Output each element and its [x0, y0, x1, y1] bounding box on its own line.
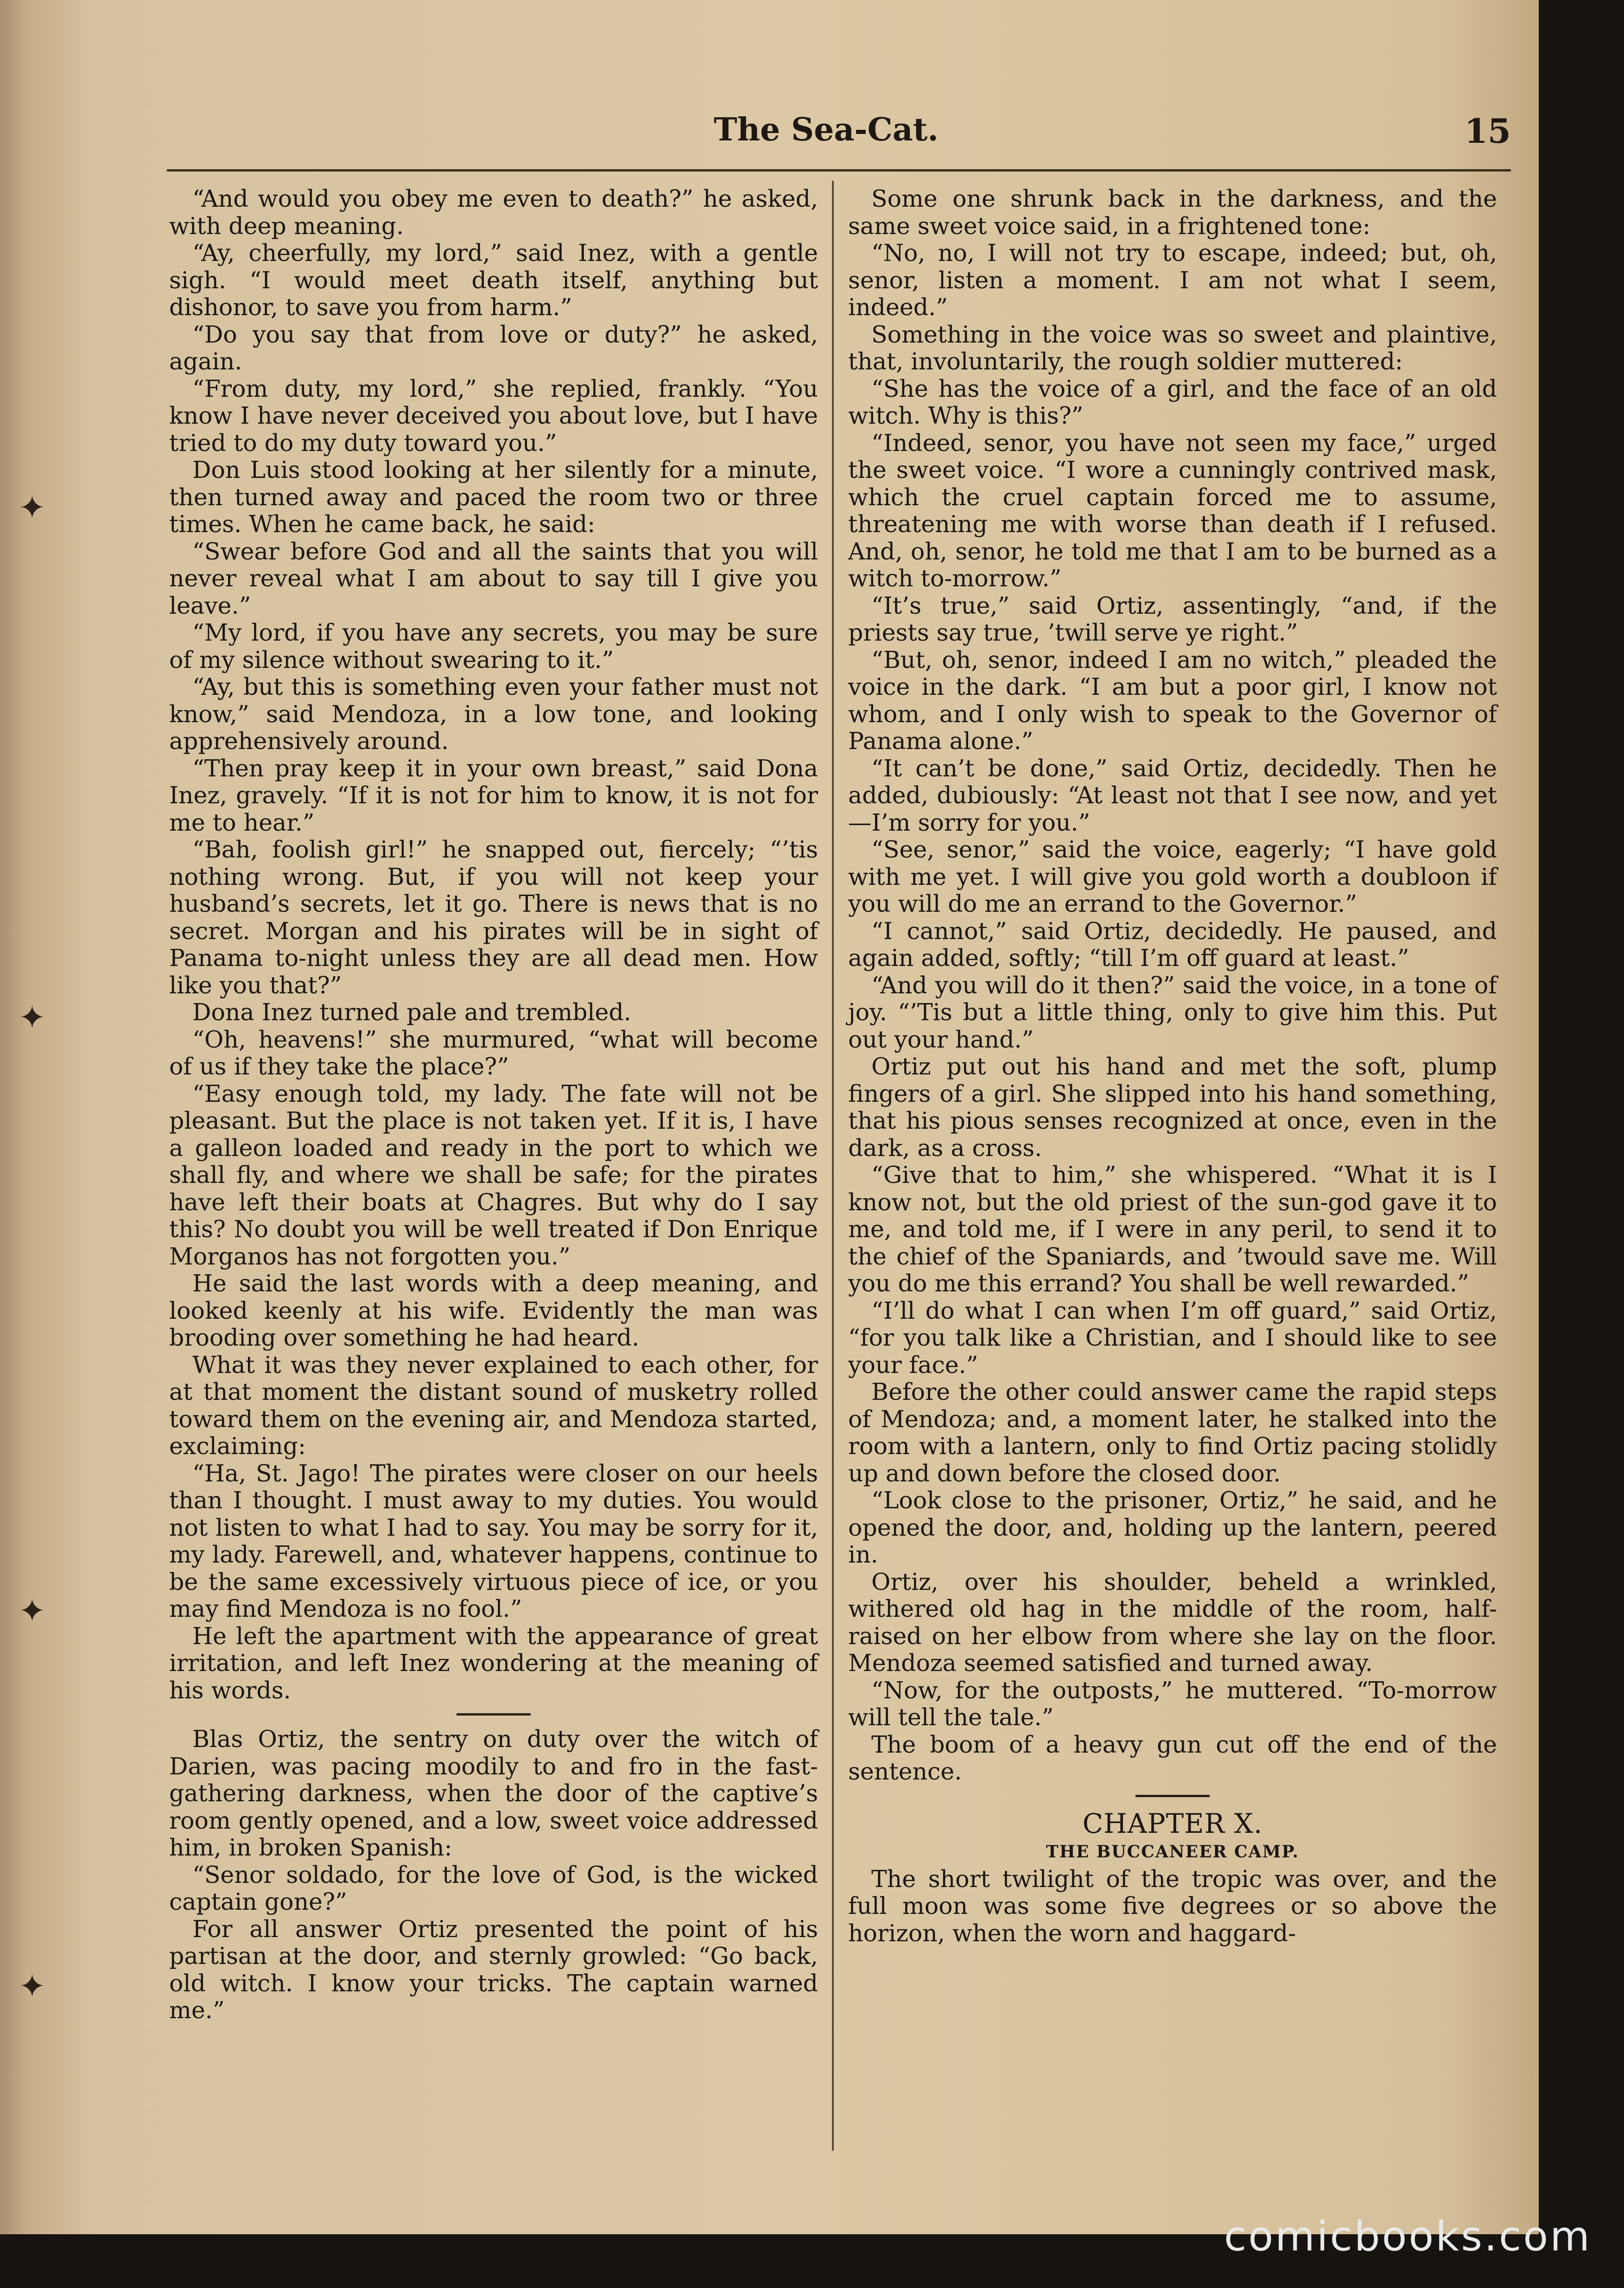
paragraph: “And would you obey me even to death?” he asked, with deep meaning. — [169, 185, 818, 240]
paragraph: “It can’t be done,” said Ortiz, decidedly. Then he added, dubiously: “At least not that I see now, and yet—I’m sorry for you.” — [848, 754, 1497, 836]
paragraph: “Oh, heavens!” she murmured, “what will become of us if they take the place?” — [169, 1025, 818, 1080]
binding-stitch-icon: ✦ — [19, 1967, 46, 2005]
paragraph: “Ha, St. Jago! The pirates were closer on our heels than I thought. I must away to my duties. You would not listen to what I had to say. You may be sorry for it, my lady. Farewell, and, whatever happens, continue to be the same excessively virtuous piece of ice, or you may find Mendoza is no fool.” — [169, 1459, 818, 1622]
paragraph: “Now, for the outposts,” he muttered. “To-morrow will tell the tale.” — [848, 1676, 1497, 1731]
header-rule — [167, 169, 1511, 172]
paragraph: What it was they never explained to each other, for at that moment the distant sound of musketry rolled toward them on the evening air, and Mendoza started, exclaiming: — [169, 1351, 818, 1460]
paragraph: Ortiz put out his hand and met the soft, plump fingers of a girl. She slipped into his hand something, that his pious senses recognized at once, even in the dark, as a cross. — [848, 1053, 1497, 1162]
chapter-break-rule — [1136, 1795, 1210, 1797]
paragraph: “Give that to him,” she whispered. “What it is I know not, but the old priest of the sun-god gave it to me, and told me, if I were in any peril, to send it to the chief of the Spaniards, and ’twould save me. Will you do me this errand? You shall be well rewarded.” — [848, 1161, 1497, 1297]
paragraph: “I’ll do what I can when I’m off guard,” said Ortiz, “for you talk like a Christian, and I should like to see your face.” — [848, 1297, 1497, 1379]
left-text-column — [169, 185, 818, 2024]
column-divider — [832, 181, 834, 2151]
binding-stitch-icon: ✦ — [19, 1592, 46, 1630]
chapter-opening-paragraph: The short twilight of the tropic was over, and the full moon was some five degrees or so above the horizon, when the worn and haggard- — [848, 1865, 1497, 1947]
section-break-rule — [457, 1713, 531, 1716]
paragraph: “Ay, cheerfully, my lord,” said Inez, with a gentle sigh. “I would meet death itself, anything but dishonor, to save you from harm.” — [169, 239, 818, 321]
paragraph: He left the apartment with the appearance of great irritation, and left Inez wondering at the meaning of his words. — [169, 1622, 818, 1704]
paragraph: Before the other could answer came the rapid steps of Mendoza; and, a moment later, he stalked into the room with a lantern, only to find Ortiz pacing stolidly up and down before the closed door. — [848, 1378, 1497, 1487]
paragraph: Something in the voice was so sweet and plaintive, that, involuntarily, the rough soldier muttered: — [848, 320, 1497, 375]
paragraph: Some one shrunk back in the darkness, and the same sweet voice said, in a frightened tone: — [848, 185, 1497, 240]
paragraph: “It’s true,” said Ortiz, assentingly, “and, if the priests say true, ’twill serve ye right.” — [848, 591, 1497, 646]
right-text-column — [848, 185, 1497, 1947]
paragraph: “Ay, but this is something even your father must not know,” said Mendoza, in a low tone, and looking apprehensively around. — [169, 673, 818, 755]
paragraph: “Swear before God and all the saints that you will never reveal what I am about to say till I give you leave.” — [169, 537, 818, 619]
paragraph: “I cannot,” said Ortiz, decidedly. He paused, and again added, softly; “till I’m off guard at least.” — [848, 917, 1497, 972]
paragraph: “Indeed, senor, you have not seen my face,” urged the sweet voice. “I wore a cunningly contrived mask, which the cruel captain forced me to assume, threatening me with worse than death if I refused. And, oh, senor, he told me that I am to be burned as a witch to-morrow.” — [848, 429, 1497, 592]
site-watermark: comicbooks.com — [1224, 2212, 1592, 2260]
paragraph: “Then pray keep it in your own breast,” said Dona Inez, gravely. “If it is not for him to know, it is not for me to hear.” — [169, 754, 818, 836]
paragraph: “Do you say that from love or duty?” he asked, again. — [169, 320, 818, 375]
paragraph: “But, oh, senor, indeed I am no witch,” pleaded the voice in the dark. “I am but a poor girl, I know not whom, and I only wish to speak to the Governor of Panama alone.” — [848, 646, 1497, 755]
paragraph: “Easy enough told, my lady. The fate will not be pleasant. But the place is not taken yet. If it is, I have a galleon loaded and ready in the port to which we shall fly, and where we shall be safe; for the pirates have left their boats at Chagres. But why do I say this? No doubt you will be well treated if Don Enrique Morganos has not forgotten you.” — [169, 1080, 818, 1270]
paragraph: “From duty, my lord,” she replied, frankly. “You know I have never deceived you about love, but I have tried to do my duty toward you.” — [169, 375, 818, 457]
paragraph: He said the last words with a deep meaning, and looked keenly at his wife. Evidently the man was brooding over something he had heard. — [169, 1270, 818, 1351]
paragraph: Blas Ortiz, the sentry on duty over the witch of Darien, was pacing moodily to and fro in the fast-gathering darkness, when the door of the captive’s room gently opened, and a low, sweet voice addressed him, in broken Spanish: — [169, 1725, 818, 1861]
paragraph: “No, no, I will not try to escape, indeed; but, oh, senor, listen a moment. I am not what I seem, indeed.” — [848, 239, 1497, 321]
paragraph: “Senor soldado, for the love of God, is the wicked captain gone?” — [169, 1861, 818, 1915]
chapter-subtitle: THE BUCCANEER CAMP. — [1046, 1842, 1300, 1862]
page-number: 15 — [1464, 111, 1511, 151]
paragraph: “Bah, foolish girl!” he snapped out, fiercely; “’tis nothing wrong. But, if you will not keep your husband’s secrets, let it go. There is news that is no secret. Morgan and his pirates will be in sight of Panama to-night unless they are all dead men. How like you that?” — [169, 836, 818, 999]
chapter-title: CHAPTER X. — [1082, 1807, 1263, 1839]
paragraph: “See, senor,” said the voice, eagerly; “I have gold with me yet. I will give you gold worth a doubloon if you will do me an errand to the Governor.” — [848, 836, 1497, 917]
binding-stitch-icon: ✦ — [19, 489, 46, 527]
page-header — [167, 111, 1511, 162]
paragraph: For all answer Ortiz presented the point of his partisan at the door, and sternly growled: “Go back, old witch. I know your tricks. The captain warned me.” — [169, 1915, 818, 2024]
paragraph: The boom of a heavy gun cut off the end of the sentence. — [848, 1730, 1497, 1785]
running-title: The Sea-Cat. — [714, 111, 939, 148]
binding-stitch-icon: ✦ — [19, 998, 46, 1036]
paragraph: Don Luis stood looking at her silently for a minute, then turned away and paced the room two or three times. When he came back, he said: — [169, 456, 818, 538]
paragraph: “She has the voice of a girl, and the face of an old witch. Why is this?” — [848, 375, 1497, 429]
paragraph: “My lord, if you have any secrets, you may be sure of my silence without swearing to it.” — [169, 619, 818, 674]
paragraph: Ortiz, over his shoulder, beheld a wrinkled, withered old hag in the middle of the room, half-raised on her elbow from where she lay on the floor. Mendoza seemed satisfied and turned away. — [848, 1568, 1497, 1677]
paragraph: “And you will do it then?” said the voice, in a tone of joy. “’Tis but a little thing, only to give him this. Put out your hand.” — [848, 971, 1497, 1053]
paragraph: Dona Inez turned pale and trembled. — [192, 998, 631, 1026]
paragraph: “Look close to the prisoner, Ortiz,” he said, and he opened the door, and, holding up the lantern, peered in. — [848, 1487, 1497, 1568]
